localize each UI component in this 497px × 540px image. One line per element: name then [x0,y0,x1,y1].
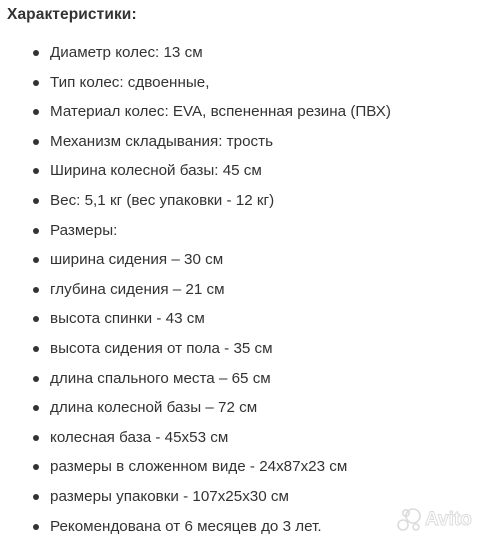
page-title: Характеристики: [7,6,137,23]
bullet-icon [33,346,39,352]
spec-item [0,423,497,453]
bullet-icon [33,50,39,56]
bullet-icon [33,405,39,411]
avito-watermark [397,504,489,534]
spec-item [0,38,497,68]
spec-text: глубина сидения – 21 см [50,280,225,298]
spec-item [0,245,497,275]
spec-text: высота спинки - 43 см [50,310,205,328]
bullet-icon [33,287,39,293]
bullet-icon [33,376,39,382]
bullet-icon [33,109,39,115]
spec-item [0,364,497,394]
spec-item [0,127,497,157]
spec-text: колесная база - 45х53 см [50,428,229,446]
spec-item [0,216,497,246]
avito-logo-icon [397,504,489,534]
spec-text: ширина сидения – 30 см [50,251,224,269]
spec-text: длина колесной базы – 72 см [50,399,258,417]
bullet-icon [33,198,39,204]
spec-text: длина спального места – 65 см [50,369,271,387]
spec-text: Вес: 5,1 кг (вес упаковки - 12 кг) [50,191,275,209]
spec-item [0,68,497,98]
spec-text: размеры в сложенном виде - 24х87х23 см [50,458,348,476]
bullet-icon [33,464,39,470]
spec-list [0,38,497,540]
bullet-icon [33,524,39,530]
spec-item [0,97,497,127]
bullet-icon [33,494,39,500]
spec-item [0,186,497,216]
bullet-icon [33,257,39,263]
watermark-text: Avito [425,509,472,530]
spec-text: Механизм складывания: трость [50,132,273,150]
spec-item [0,452,497,482]
spec-text: Рекомендована от 6 месяцев до 3 лет. [50,517,322,535]
bullet-icon [33,316,39,322]
bullet-icon [33,139,39,145]
spec-text: Материал колес: EVA, вспененная резина (ПВХ) [50,103,391,121]
spec-text: Тип колес: сдвоенные, [50,73,210,91]
spec-item [0,275,497,305]
spec-text: высота сидения от пола - 35 см [50,339,273,357]
spec-text: размеры упаковки - 107х25х30 см [50,487,289,505]
spec-text: Диаметр колес: 13 см [50,44,203,61]
bullet-icon [33,435,39,441]
spec-item [0,304,497,334]
spec-item [0,334,497,364]
bullet-icon [33,80,39,86]
spec-item [0,156,497,186]
bullet-icon [33,168,39,174]
bullet-icon [33,228,39,234]
spec-text: Ширина колесной базы: 45 см [50,162,262,180]
spec-text: Размеры: [50,221,118,239]
spec-item [0,393,497,423]
